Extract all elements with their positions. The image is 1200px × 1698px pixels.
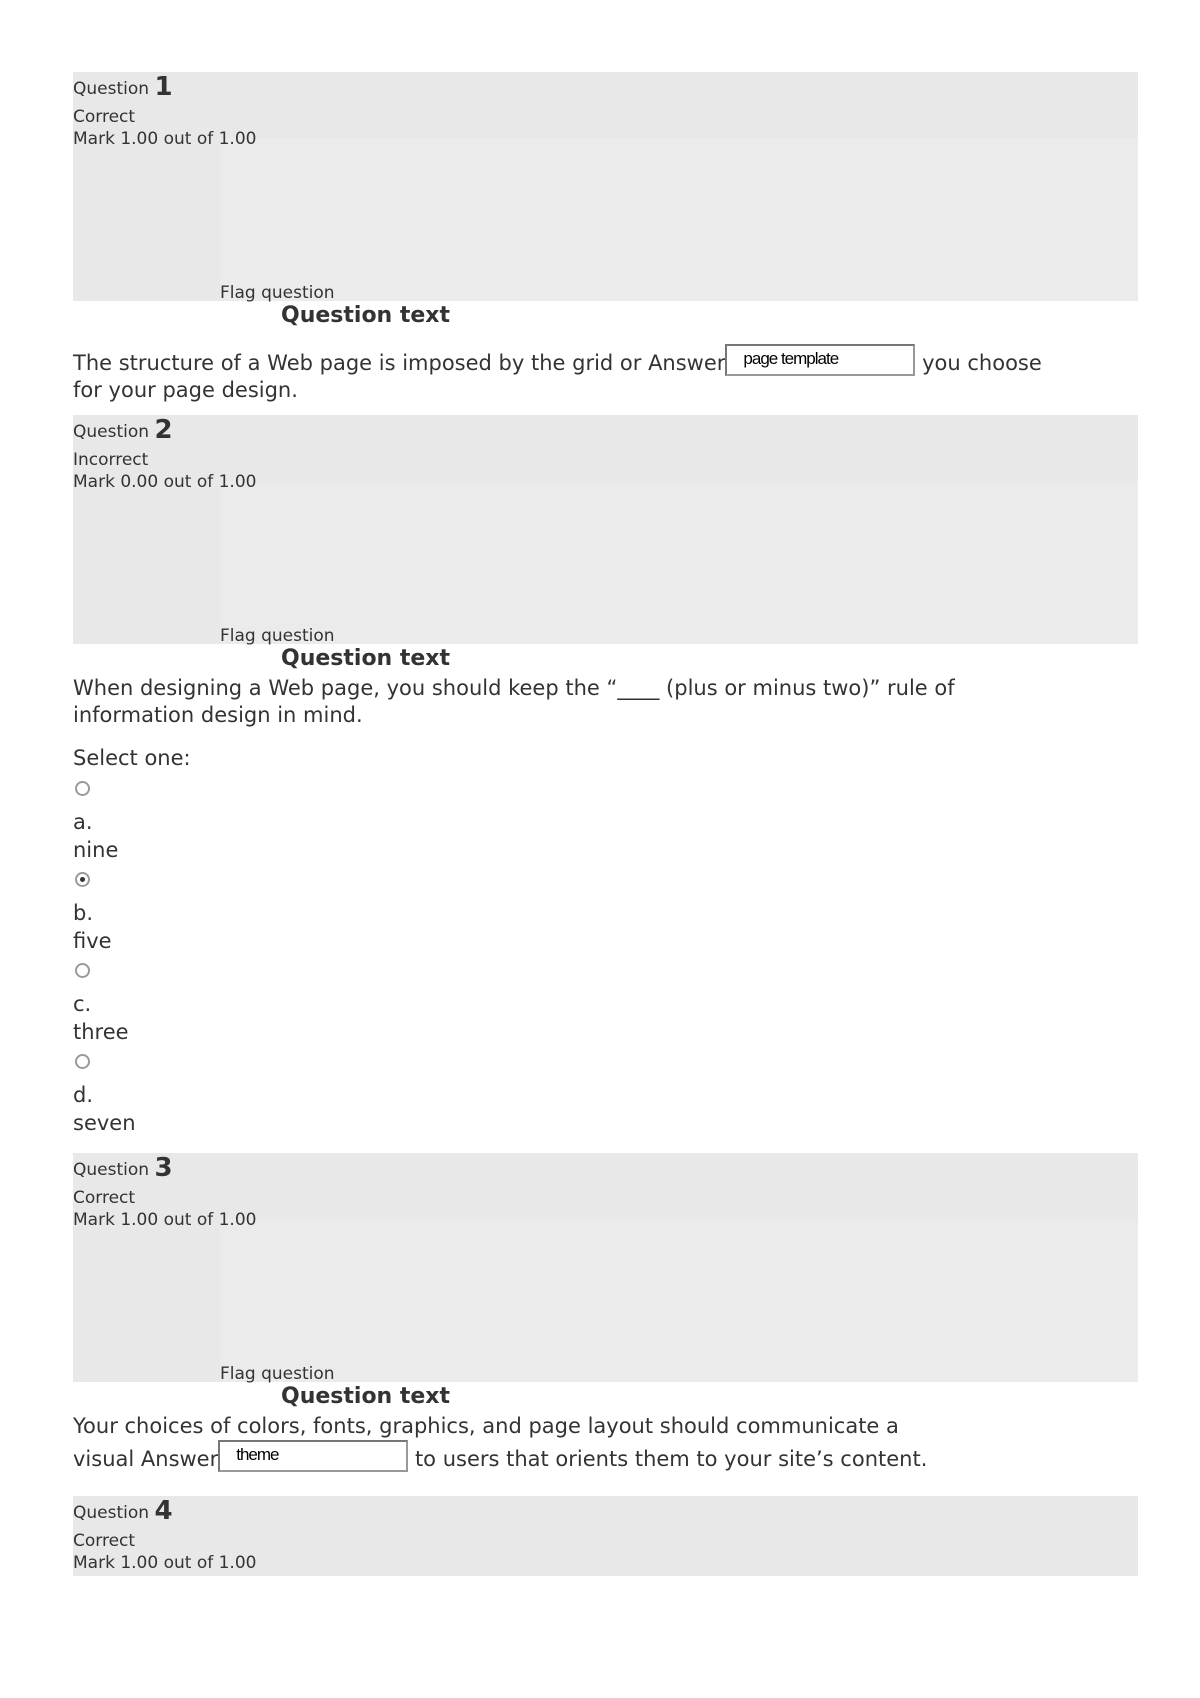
question-number: Question 1: [73, 72, 173, 102]
question-text-line2: information design in mind.: [73, 703, 363, 727]
info-inner-panel: [220, 1219, 1138, 1382]
option-d-letter: d.: [73, 1083, 94, 1107]
question-state: Incorrect: [73, 450, 149, 470]
question-info-1: [73, 72, 1138, 301]
question-state: Correct: [73, 107, 136, 127]
option-b-radio[interactable]: [75, 872, 90, 887]
option-a-text[interactable]: nine: [73, 838, 119, 862]
question-info-4: [73, 1496, 1138, 1576]
question-text-line1: Your choices of colors, fonts, graphics, and page layout should communicate a: [73, 1414, 899, 1438]
question-info-3: [73, 1153, 1138, 1382]
question-text-after: to users that orients them to your site’s content.: [414, 1447, 928, 1471]
question-text-heading: Question text: [281, 1384, 451, 1409]
question-state: Correct: [73, 1531, 136, 1551]
info-inner-panel: [220, 138, 1138, 301]
option-c-text[interactable]: three: [73, 1020, 129, 1044]
question-text-before: The structure of a Web page is imposed by the grid or Answer: [73, 351, 726, 375]
select-one-label: Select one:: [73, 746, 191, 770]
question-number: Question 2: [73, 415, 173, 445]
question-grade: Mark 0.00 out of 1.00: [73, 472, 257, 492]
question-text-line2: for your page design.: [73, 378, 298, 402]
flag-question-link[interactable]: Flag question: [220, 626, 335, 646]
question-info-2: [73, 415, 1138, 644]
flag-question-link[interactable]: Flag question: [220, 283, 335, 303]
option-b-text[interactable]: five: [73, 929, 112, 953]
question-state: Correct: [73, 1188, 136, 1208]
question-number: Question 4: [73, 1496, 173, 1526]
question-text-heading: Question text: [281, 303, 451, 328]
option-c-letter: c.: [73, 992, 92, 1016]
question-text-after: you choose: [922, 351, 1042, 375]
question-text-heading: Question text: [281, 646, 451, 671]
question-text-2: [73, 675, 955, 729]
question-grade: Mark 1.00 out of 1.00: [73, 1553, 257, 1573]
flag-question-link[interactable]: Flag question: [220, 1364, 335, 1384]
question-number: Question 3: [73, 1153, 173, 1183]
answer-field[interactable]: theme: [218, 1440, 408, 1472]
question-grade: Mark 1.00 out of 1.00: [73, 129, 257, 149]
question-grade: Mark 1.00 out of 1.00: [73, 1210, 257, 1230]
option-d-text[interactable]: seven: [73, 1111, 136, 1135]
answer-field[interactable]: page template: [725, 344, 915, 376]
option-c-radio[interactable]: [75, 963, 90, 978]
info-inner-panel: [220, 481, 1138, 644]
question-text-1: [73, 344, 1042, 404]
option-a-letter: a.: [73, 810, 93, 834]
option-a-radio[interactable]: [75, 781, 90, 796]
option-d-radio[interactable]: [75, 1054, 90, 1069]
question-text-line1: When designing a Web page, you should keep the “____ (plus or minus two)” rule of: [73, 676, 955, 700]
option-b-letter: b.: [73, 901, 94, 925]
question-text-before: visual Answer: [73, 1447, 219, 1471]
question-text-3: [73, 1413, 927, 1473]
